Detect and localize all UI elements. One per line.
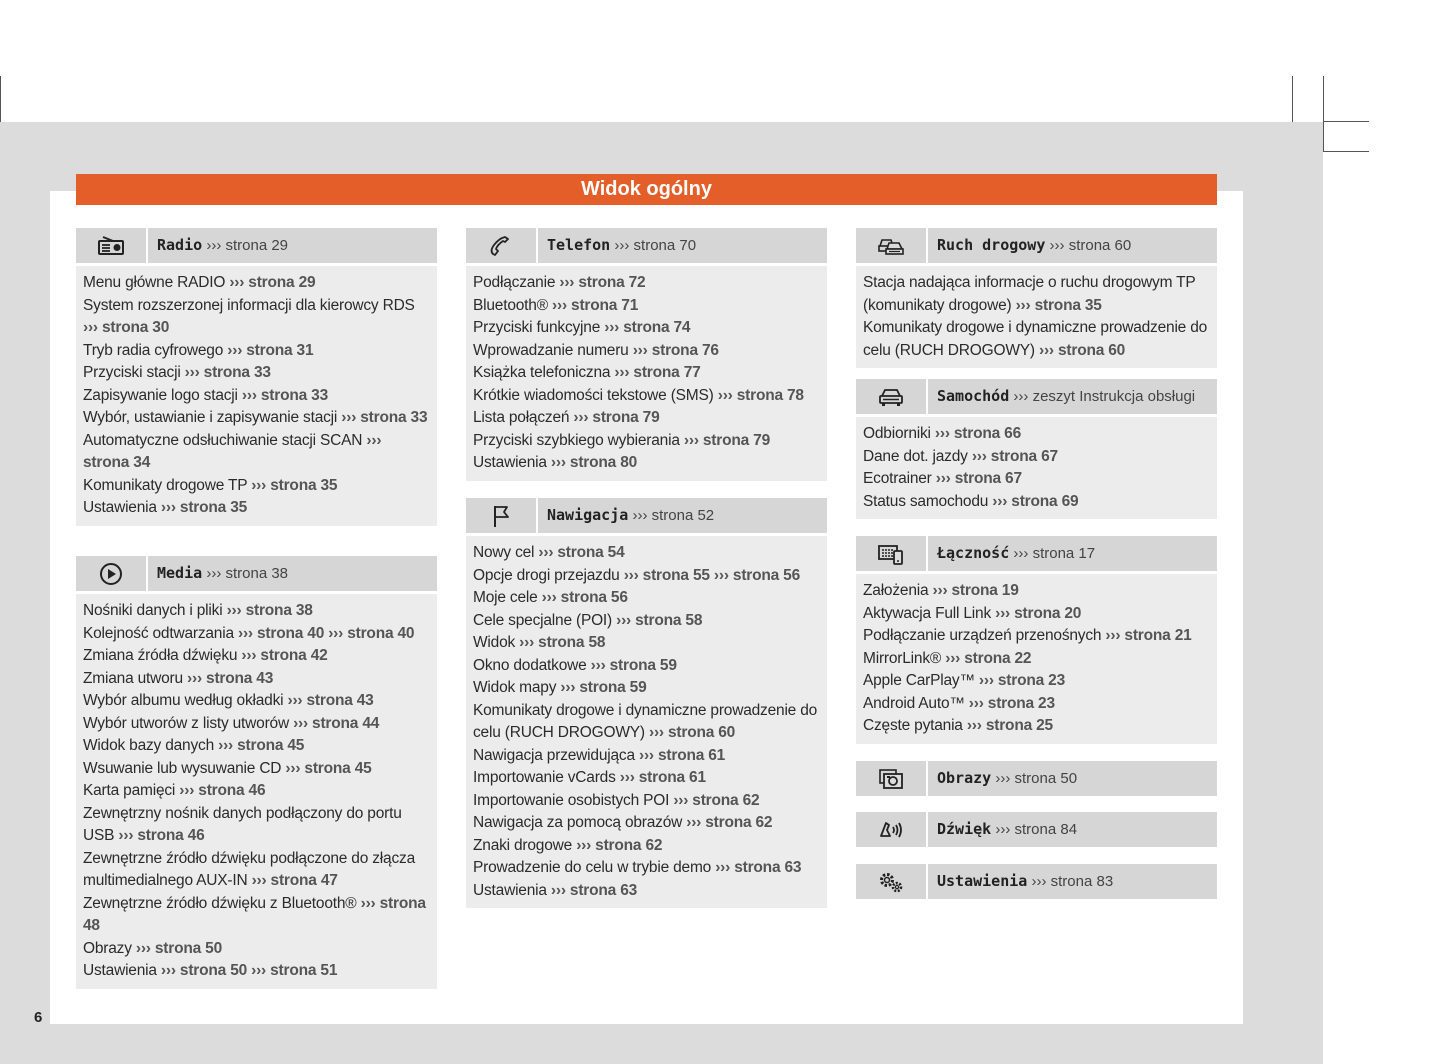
- list-item[interactable]: [83, 340, 430, 363]
- list-item[interactable]: [473, 542, 820, 565]
- crop-mark: [1323, 76, 1324, 152]
- item-text: Tryb radia cyfrowego: [83, 341, 228, 359]
- item-page-ref[interactable]: ››› strona 43: [287, 692, 374, 709]
- item-page-ref[interactable]: ››› strona 74: [604, 319, 691, 336]
- item-page-ref[interactable]: ››› strona 50: [135, 939, 222, 957]
- item-page-ref[interactable]: ››› strona 59: [590, 656, 677, 674]
- section-title: Łączność: [937, 544, 1010, 562]
- crop-mark: [0, 76, 1, 122]
- list-item[interactable]: [863, 468, 1210, 491]
- item-page-ref[interactable]: ››› strona 33: [341, 409, 428, 426]
- list-item[interactable]: [83, 645, 430, 668]
- list-item[interactable]: [863, 272, 1210, 317]
- list-item[interactable]: [863, 491, 1210, 514]
- item-text: Cele specjalne (POI): [473, 611, 617, 629]
- item-text: Ustawienia: [83, 962, 161, 979]
- list-item[interactable]: [473, 452, 820, 475]
- item-page-ref[interactable]: ››› strona 60: [1038, 341, 1126, 359]
- section-ref[interactable]: ››› strona 38: [206, 565, 289, 582]
- item-page-ref[interactable]: ››› strona 22: [945, 649, 1032, 667]
- item-page-ref[interactable]: ››› strona 25: [966, 717, 1053, 734]
- section-title: Radio: [157, 236, 203, 254]
- item-page-ref[interactable]: ››› strona 48: [83, 894, 426, 934]
- section-ref[interactable]: ››› strona 70: [614, 237, 697, 254]
- list-item[interactable]: [473, 632, 820, 655]
- item-page-ref[interactable]: ››› strona 58: [519, 634, 606, 651]
- section-title: Dźwięk: [937, 820, 992, 838]
- section-lacznosc: [856, 536, 1217, 744]
- item-text: Zmiana utworu: [83, 669, 188, 687]
- item-page-ref[interactable]: ››› strona 58: [616, 611, 703, 629]
- list-item[interactable]: [863, 423, 1210, 446]
- section-header[interactable]: [76, 228, 437, 263]
- item-page-ref[interactable]: ››› strona 29: [229, 274, 316, 291]
- list-item[interactable]: [83, 497, 430, 520]
- section-ref[interactable]: ››› strona 83: [1031, 873, 1114, 890]
- item-text: Wsuwanie lub wysuwanie CD: [83, 759, 286, 777]
- list-item[interactable]: [473, 317, 820, 340]
- list-item[interactable]: [83, 938, 430, 961]
- list-item[interactable]: [83, 430, 430, 475]
- list-item[interactable]: [473, 295, 820, 318]
- radio-icon: [76, 228, 148, 263]
- item-text: Widok bazy danych: [83, 737, 219, 754]
- item-text: Zapisywanie logo stacji: [83, 386, 242, 404]
- page-title: Widok ogólny: [76, 174, 1217, 205]
- item-text: Nowy cel: [473, 544, 539, 561]
- item-text: Znaki drogowe: [473, 836, 577, 854]
- item-text: Okno dodatkowe: [473, 656, 591, 674]
- list-item[interactable]: [473, 362, 820, 385]
- item-page-ref[interactable]: ››› strona 50 ››› strona 51: [160, 962, 338, 979]
- list-item[interactable]: [863, 715, 1210, 738]
- item-text: Komunikaty drogowe i dynamiczne prowadzenie do celu (RUCH DROGOWY): [473, 701, 818, 741]
- item-page-ref[interactable]: ››› strona 23: [978, 672, 1065, 689]
- item-text: Moje cele: [473, 589, 542, 606]
- item-text: Importowanie osobistych POI: [473, 791, 674, 809]
- section-nawigacja: [466, 498, 827, 908]
- item-text: Założenia: [863, 582, 933, 599]
- crop-mark: [1292, 76, 1293, 122]
- flag-icon: [466, 498, 538, 533]
- section-dzwiek: [856, 812, 1217, 847]
- item-text: Dane dot. jazdy: [863, 447, 972, 465]
- list-item[interactable]: [863, 670, 1210, 693]
- item-text: Prowadzenie do celu w trybie demo: [473, 859, 716, 876]
- connectivity-icon: [856, 536, 928, 571]
- list-item[interactable]: [473, 340, 820, 363]
- section-title: Nawigacja: [547, 506, 629, 524]
- item-page-ref[interactable]: ››› strona 80: [550, 454, 638, 471]
- item-page-ref[interactable]: ››› strona 47: [251, 872, 338, 889]
- item-text: Ecotrainer: [863, 470, 936, 487]
- item-text: Podłączanie urządzeń przenośnych: [863, 627, 1106, 644]
- item-text: Komunikaty drogowe TP: [83, 476, 252, 494]
- item-page-ref[interactable]: ››› strona 35: [251, 476, 338, 494]
- item-text: Widok: [473, 634, 520, 651]
- item-text: Nawigacja przewidująca: [473, 746, 639, 764]
- item-text: Apple CarPlay™: [863, 672, 979, 689]
- list-item[interactable]: [83, 690, 430, 713]
- item-text: Menu główne RADIO: [83, 274, 230, 291]
- item-text: Opcje drogi przejazdu: [473, 566, 624, 584]
- section-items: [466, 266, 827, 481]
- list-item[interactable]: [473, 610, 820, 633]
- item-text: Przyciski stacji: [83, 364, 185, 381]
- list-item[interactable]: [83, 758, 430, 781]
- list-item[interactable]: [83, 475, 430, 498]
- item-page-ref[interactable]: ››› strona 43: [187, 669, 274, 687]
- section-telefon: [466, 228, 827, 481]
- item-text: Wybór, ustawianie i zapisywanie stacji: [83, 409, 342, 426]
- item-text: Zewnętrzne źródło dźwięku z Bluetooth®: [83, 894, 361, 912]
- sound-icon: [856, 812, 928, 847]
- item-page-ref[interactable]: ››› strona 46: [179, 782, 266, 799]
- section-obrazy: [856, 761, 1217, 796]
- crop-mark: [1323, 151, 1369, 152]
- list-item[interactable]: [83, 407, 430, 430]
- item-page-ref[interactable]: ››› strona 21: [1105, 627, 1192, 644]
- list-item[interactable]: [473, 880, 820, 903]
- item-page-ref[interactable]: ››› strona 60: [648, 724, 736, 741]
- item-page-ref[interactable]: ››› strona 59: [560, 679, 647, 696]
- item-page-ref[interactable]: ››› strona 66: [934, 425, 1021, 442]
- list-item[interactable]: [863, 446, 1210, 469]
- section-ref[interactable]: ››› strona 29: [206, 237, 289, 254]
- item-page-ref[interactable]: ››› strona 46: [118, 827, 205, 844]
- list-item[interactable]: [83, 780, 430, 803]
- item-text: Ustawienia: [473, 454, 551, 471]
- list-item[interactable]: [863, 317, 1210, 362]
- section-header[interactable]: [466, 498, 827, 533]
- item-page-ref[interactable]: ››› strona 33: [184, 364, 271, 381]
- section-ustawienia: [856, 864, 1217, 899]
- list-item[interactable]: [83, 848, 430, 893]
- item-page-ref[interactable]: ››› strona 62: [576, 836, 663, 854]
- item-text: Aktywacja Full Link: [863, 604, 996, 622]
- item-text: Android Auto™: [863, 694, 969, 712]
- item-page-ref[interactable]: ››› strona 67: [935, 470, 1022, 487]
- section-header[interactable]: [76, 556, 437, 591]
- section-header[interactable]: [856, 536, 1217, 571]
- item-page-ref[interactable]: ››› strona 45: [285, 759, 372, 777]
- list-item[interactable]: [473, 587, 820, 610]
- item-page-ref[interactable]: ››› strona 44: [293, 714, 380, 732]
- item-page-ref[interactable]: ››› strona 34: [83, 431, 382, 471]
- item-text: Częste pytania: [863, 717, 967, 734]
- item-text: Zewnętrzny nośnik danych podłączony do portu USB: [83, 804, 402, 844]
- item-text: Nawigacja za pomocą obrazów: [473, 814, 687, 831]
- list-item[interactable]: [83, 272, 430, 295]
- section-samochod: [856, 379, 1217, 519]
- list-item[interactable]: [83, 385, 430, 408]
- item-text: Kolejność odtwarzania: [83, 624, 238, 642]
- section-title: Media: [157, 564, 203, 582]
- item-page-ref[interactable]: ››› strona 54: [538, 544, 625, 561]
- item-page-ref[interactable]: ››› strona 76: [632, 341, 719, 359]
- list-item[interactable]: [863, 625, 1210, 648]
- list-item[interactable]: [83, 735, 430, 758]
- list-item[interactable]: [473, 767, 820, 790]
- list-item[interactable]: [863, 603, 1210, 626]
- section-items: [466, 536, 827, 908]
- item-text: Przyciski funkcyjne: [473, 319, 605, 336]
- section-ref[interactable]: ››› strona 84: [995, 821, 1078, 838]
- section-title: Samochód: [937, 387, 1010, 405]
- list-item[interactable]: [83, 362, 430, 385]
- section-items: [76, 594, 437, 989]
- section-header[interactable]: [856, 864, 1217, 899]
- list-item[interactable]: [863, 580, 1210, 603]
- section-header[interactable]: [856, 379, 1217, 414]
- item-text: Odbiorniki: [863, 425, 935, 442]
- item-text: Zewnętrzne źródło dźwięku podłączone do złącza multimedialnego AUX-IN: [83, 849, 415, 889]
- item-page-ref[interactable]: ››› strona 31: [227, 341, 314, 359]
- item-page-ref[interactable]: ››› strona 42: [241, 647, 328, 664]
- item-text: System rozszerzonej informacji dla kierowcy RDS: [83, 296, 415, 314]
- item-text: Obrazy: [83, 939, 136, 957]
- section-title: Ruch drogowy: [937, 236, 1046, 254]
- item-page-ref[interactable]: ››› strona 40 ››› strona 40: [238, 624, 415, 642]
- item-page-ref[interactable]: ››› strona 61: [638, 746, 726, 764]
- item-text: Książka telefoniczna: [473, 364, 615, 381]
- item-text: Zmiana źródła dźwięku: [83, 647, 242, 664]
- item-page-ref[interactable]: ››› strona 79: [683, 431, 770, 449]
- images-icon: [856, 761, 928, 796]
- item-page-ref[interactable]: ››› strona 23: [968, 694, 1055, 712]
- section-items: [76, 266, 437, 526]
- list-item[interactable]: [473, 857, 820, 880]
- item-page-ref[interactable]: ››› strona 61: [619, 769, 706, 786]
- section-header[interactable]: [856, 812, 1217, 847]
- section-ref[interactable]: ››› strona 17: [1013, 545, 1096, 562]
- section-items: [856, 266, 1217, 368]
- item-text: Lista połączeń: [473, 409, 574, 426]
- traffic-icon: [856, 228, 928, 263]
- item-page-ref[interactable]: ››› strona 35: [1015, 296, 1102, 314]
- section-title: Telefon: [547, 236, 611, 254]
- item-text: Komunikaty drogowe i dynamiczne prowadzenie do celu (RUCH DROGOWY): [863, 319, 1208, 359]
- list-item[interactable]: [473, 677, 820, 700]
- section-ref[interactable]: ››› strona 52: [632, 507, 715, 524]
- item-text: Wprowadzanie numeru: [473, 341, 633, 359]
- item-text: Bluetooth®: [473, 296, 553, 314]
- item-text: MirrorLink®: [863, 649, 946, 667]
- list-item[interactable]: [473, 812, 820, 835]
- play-icon: [76, 556, 148, 591]
- section-ref[interactable]: ››› strona 60: [1049, 237, 1132, 254]
- section-header[interactable]: [856, 761, 1217, 796]
- item-page-ref[interactable]: ››› strona 77: [614, 364, 701, 381]
- section-ruch-drogowy: [856, 228, 1217, 368]
- section-ref[interactable]: ››› zeszyt Instrukcja obsługi: [1013, 388, 1196, 405]
- list-item[interactable]: [473, 835, 820, 858]
- list-item[interactable]: [83, 960, 430, 983]
- section-header[interactable]: [466, 228, 827, 263]
- item-page-ref[interactable]: ››› strona 19: [932, 582, 1019, 599]
- list-item[interactable]: [473, 272, 820, 295]
- section-title: Ustawienia: [937, 872, 1028, 890]
- list-item[interactable]: [473, 700, 820, 745]
- item-text: Karta pamięci: [83, 782, 180, 799]
- item-text: Ustawienia: [83, 499, 161, 516]
- item-page-ref[interactable]: ››› strona 55 ››› strona 56: [623, 566, 801, 584]
- item-page-ref[interactable]: ››› strona 63: [715, 859, 802, 876]
- item-text: Podłączanie: [473, 274, 560, 291]
- item-page-ref[interactable]: ››› strona 72: [559, 274, 646, 291]
- list-item[interactable]: [83, 803, 430, 848]
- item-text: Krótkie wiadomości tekstowe (SMS): [473, 386, 718, 404]
- list-item[interactable]: [83, 893, 430, 938]
- section-ref[interactable]: ››› strona 50: [995, 770, 1078, 787]
- list-item[interactable]: [83, 668, 430, 691]
- item-text: Stacja nadająca informacje o ruchu drogowym TP (komunikaty drogowe): [863, 274, 1196, 314]
- list-item[interactable]: [863, 693, 1210, 716]
- list-item[interactable]: [473, 385, 820, 408]
- item-page-ref[interactable]: ››› strona 67: [971, 447, 1058, 465]
- section-radio: [76, 228, 437, 526]
- gears-icon: [856, 864, 928, 899]
- item-page-ref[interactable]: ››› strona 33: [241, 386, 328, 404]
- crop-mark: [1323, 121, 1369, 122]
- item-text: Wybór utworów z listy utworów: [83, 714, 294, 732]
- item-page-ref[interactable]: ››› strona 38: [226, 602, 313, 619]
- item-text: Przyciski szybkiego wybierania: [473, 431, 684, 449]
- car-icon: [856, 379, 928, 414]
- page-number: 6: [34, 1009, 43, 1026]
- item-page-ref[interactable]: ››› strona 20: [995, 604, 1082, 622]
- phone-icon: [466, 228, 538, 263]
- item-text: Importowanie vCards: [473, 769, 620, 786]
- list-item[interactable]: [83, 623, 430, 646]
- item-page-ref[interactable]: ››› strona 45: [218, 737, 305, 754]
- section-title: Obrazy: [937, 769, 992, 787]
- item-page-ref[interactable]: ››› strona 62: [673, 791, 760, 809]
- item-text: Ustawienia: [473, 881, 551, 899]
- item-text: Status samochodu: [863, 492, 993, 510]
- section-media: [76, 556, 437, 989]
- item-text: Automatyczne odsłuchiwanie stacji SCAN: [83, 431, 367, 449]
- list-item[interactable]: [473, 745, 820, 768]
- item-text: Nośniki danych i pliki: [83, 602, 227, 619]
- item-text: Wybór albumu według okładki: [83, 692, 288, 709]
- item-text: Widok mapy: [473, 679, 561, 696]
- item-page-ref[interactable]: ››› strona 69: [992, 492, 1079, 510]
- list-item[interactable]: [473, 790, 820, 813]
- item-page-ref[interactable]: ››› strona 56: [541, 589, 628, 606]
- item-page-ref[interactable]: ››› strona 63: [550, 881, 638, 899]
- item-page-ref[interactable]: ››› strona 30: [83, 319, 170, 336]
- section-items: [856, 417, 1217, 519]
- list-item[interactable]: [83, 713, 430, 736]
- section-items: [856, 574, 1217, 744]
- list-item[interactable]: [473, 430, 820, 453]
- section-header[interactable]: [856, 228, 1217, 263]
- list-item[interactable]: [473, 407, 820, 430]
- item-page-ref[interactable]: ››› strona 79: [573, 409, 660, 426]
- item-page-ref[interactable]: ››› strona 62: [686, 814, 773, 831]
- list-item[interactable]: [83, 600, 430, 623]
- list-item[interactable]: [83, 295, 430, 340]
- list-item[interactable]: [473, 565, 820, 588]
- list-item[interactable]: [863, 648, 1210, 671]
- item-page-ref[interactable]: ››› strona 71: [552, 296, 639, 314]
- list-item[interactable]: [473, 655, 820, 678]
- item-page-ref[interactable]: ››› strona 35: [160, 499, 248, 516]
- item-page-ref[interactable]: ››› strona 78: [717, 386, 804, 404]
